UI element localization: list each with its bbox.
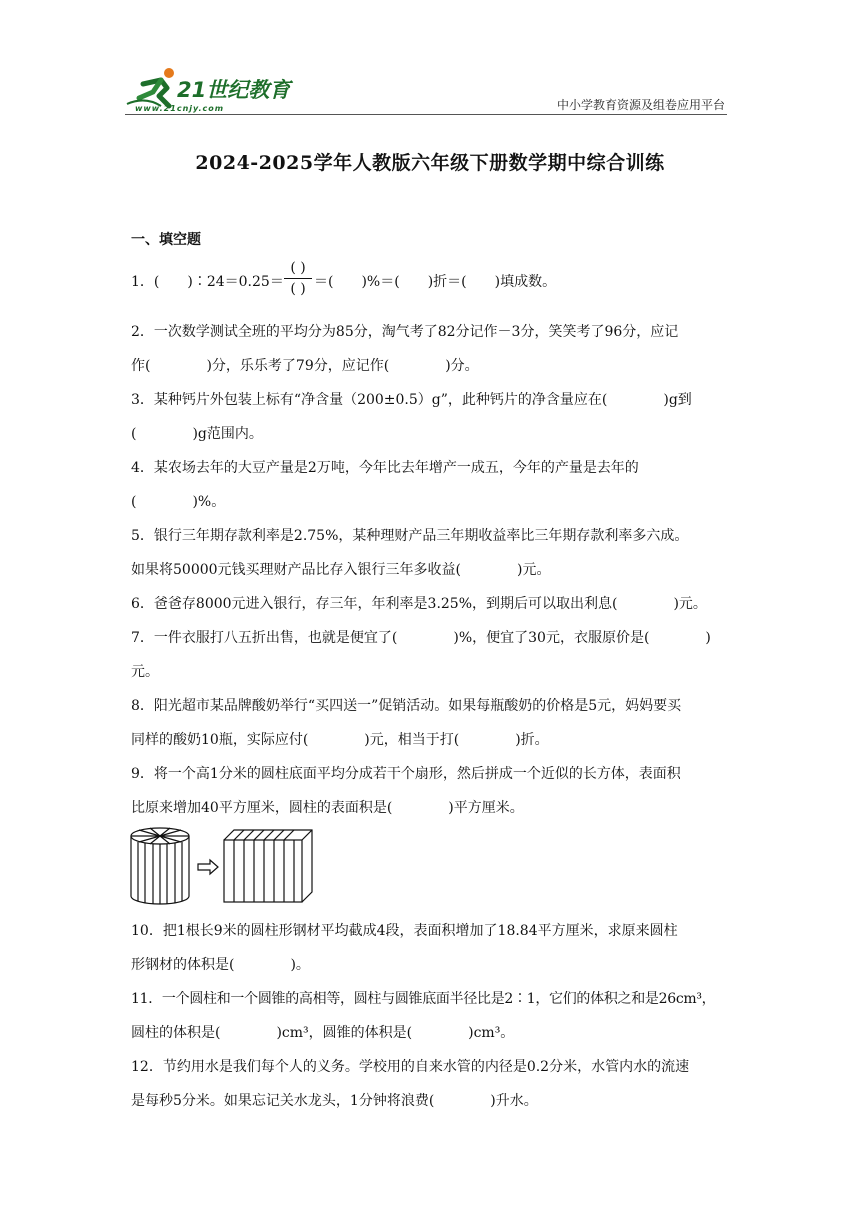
logo <box>125 66 295 116</box>
q12-line-1: 12．节约用水是我们每个人的义务。学校用的自来水管的内径是0.2分米，水管内水的流速 <box>131 1059 690 1075</box>
fraction-numerator: ( ) <box>290 260 306 276</box>
question-1-rest <box>314 265 734 299</box>
page-header <box>125 66 727 118</box>
platform-label: 中小学教育资源及组卷应用平台 <box>556 98 725 112</box>
q5-line-1: 5．银行三年期存款利率是2.75%，某种理财产品三年期收益率比三年期存款利率多六成。 <box>131 528 689 544</box>
q5-line-2: 如果将50000元钱买理财产品比存入银行三年多收益( )元。 <box>131 562 551 578</box>
arrow-right-icon <box>198 860 218 874</box>
q3-line-1: 3．某种钙片外包装上标有“净含量（200±0.5）g”，此种钙片的净含量应在( )g到 <box>131 392 692 408</box>
question-2 <box>131 315 731 383</box>
section-heading: 一、填空题 <box>131 232 201 248</box>
q7-line-1: 7．一件衣服打八五折出售，也就是便宜了( )%，便宜了30元，衣服原价是( ) <box>131 630 711 646</box>
q12-line-2: 是每秒5分米。如果忘记关水龙头，1分钟将浪费( )升水。 <box>131 1093 538 1109</box>
question-10 <box>131 914 731 982</box>
question-4 <box>131 451 731 519</box>
cuboid-drawing <box>224 830 312 902</box>
q4-line-1: 4．某农场去年的大豆产量是2万吨，今年比去年增产一成五，今年的产量是去年的 <box>131 460 639 476</box>
q9-line-2: 比原来增加40平方厘米，圆柱的表面积是( )平方厘米。 <box>131 800 524 816</box>
question-5 <box>131 519 731 587</box>
q1-before: 1．( )∶24＝0.25＝ <box>131 274 284 290</box>
q4-line-2: ( )%。 <box>131 494 226 510</box>
q1-after: ＝( )%＝( )折＝( )填成数。 <box>314 274 557 290</box>
question-8 <box>131 689 731 757</box>
q6-line-1: 6．爸爸存8000元进入银行，存三年，年利率是3.25%，到期后可以取出利息( )元。 <box>131 596 707 612</box>
question-12 <box>131 1050 731 1118</box>
question-6 <box>131 587 731 621</box>
q11-line-2: 圆柱的体积是( )cm³，圆锥的体积是( )cm³。 <box>131 1025 515 1041</box>
logo-text: 21世纪教育 <box>177 78 291 102</box>
q9-line-1: 9．将一个高1分米的圆柱底面平均分成若干个扇形，然后拼成一个近似的长方体，表面积 <box>131 766 681 782</box>
question-11 <box>131 982 731 1050</box>
fraction-denominator: ( ) <box>290 281 306 297</box>
q2-line-2: 作( )分，乐乐考了79分，应记作( )分。 <box>131 358 479 374</box>
q10-line-1: 10．把1根长9米的圆柱形钢材平均截成4段，表面积增加了18.84平方厘米，求原来圆柱 <box>131 923 678 939</box>
question-9 <box>131 757 731 825</box>
header-divider <box>125 114 727 115</box>
q2-line-1: 2．一次数学测试全班的平均分为85分，淘气考了82分记作－3分，笑笑考了96分，应记 <box>131 324 679 340</box>
logo-url: www.21cnjy.com <box>135 104 225 113</box>
question-7 <box>131 621 731 689</box>
q7-line-2: 元。 <box>131 664 159 680</box>
q8-line-1: 8．阳光超市某品牌酸奶举行“买四送一”促销活动。如果每瓶酸奶的价格是5元，妈妈要买 <box>131 698 682 714</box>
question-3 <box>131 383 731 451</box>
cylinder-drawing <box>131 828 189 904</box>
q1-fraction <box>284 258 312 299</box>
cylinder-to-cuboid-figure <box>128 826 328 908</box>
page-title: 2024-2025学年人教版六年级下册数学期中综合训练 <box>195 152 665 174</box>
q8-line-2: 同样的酸奶10瓶，实际应付( )元，相当于打( )折。 <box>131 732 549 748</box>
q3-line-2: ( )g范围内。 <box>131 426 263 442</box>
q10-line-2: 形钢材的体积是( )。 <box>131 957 310 973</box>
q11-line-1: 11．一个圆柱和一个圆锥的高相等，圆柱与圆锥底面半径比是2∶1，它们的体积之和是26cm³， <box>131 991 716 1007</box>
